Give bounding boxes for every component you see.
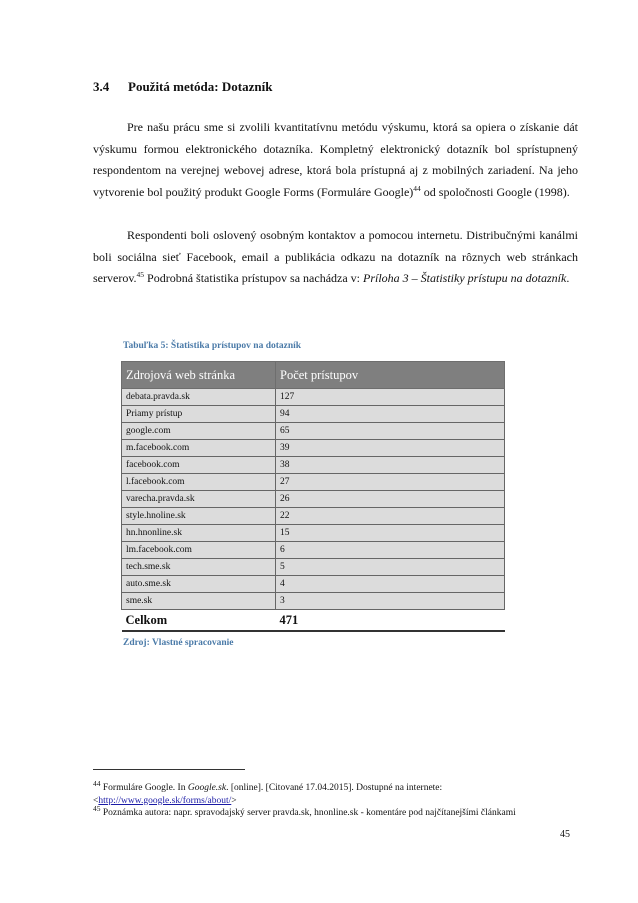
table-row [122,525,505,542]
footnote-44-italic: Google.sk [187,783,227,793]
source-cell: Priamy prístup [122,406,276,423]
page-number: 45 [560,829,570,840]
table-row [122,423,505,440]
source-cell: m.facebook.com [122,440,276,457]
footnote-44-gt: > [231,795,237,806]
paragraph-method-text-end: od spoločnosti Google (1998). [420,184,570,199]
source-cell: debata.pravda.sk [122,389,276,406]
count-cell: 26 [276,491,505,508]
table-row [122,576,505,593]
footnote-45-number: 45 [93,803,101,813]
count-cell: 39 [276,440,505,457]
table-row [122,457,505,474]
table-caption: Tabuľka 5: Štatistika prístupov na dotazník [123,341,302,351]
source-cell: tech.sme.sk [122,559,276,576]
source-cell: hn.hnonline.sk [122,525,276,542]
count-cell: 22 [276,508,505,525]
count-cell: 15 [276,525,505,542]
total-value: 471 [276,610,505,632]
source-cell: auto.sme.sk [122,576,276,593]
paragraph-method-text: Pre našu prácu sme si zvolili kvantitatívnu metódu výskumu, ktorá sa opiera o získanie dát výskumu formou elektronického dotazníka. Kompletný elektronický dotazník bol sprístupnený respondentom na verejnej webovej adrese, ktorá bola prístupná aj z mobilných zariadení. Na jeho vytvorenie bol použitý produkt Google Forms (Formuláre Google) [93,120,578,199]
source-cell: varecha.pravda.sk [122,491,276,508]
section-title: Použitá metóda: Dotazník [128,79,273,94]
table-row [122,406,505,423]
count-cell: 127 [276,389,505,406]
footnote-44-text: Formuláre Google. In [100,783,188,793]
count-cell: 4 [276,576,505,593]
footnote-45 [93,803,573,820]
table-row [122,508,505,525]
paragraph-respondents [93,225,578,290]
section-number: 3.4 [93,79,110,94]
table-row [122,542,505,559]
table-row [122,593,505,610]
count-cell: 94 [276,406,505,423]
footnote-ref-45[interactable]: 45 [136,270,145,280]
table-header-row [122,362,505,389]
paragraph-respondents-end: . [566,271,570,286]
table-row [122,440,505,457]
footnote-45-text: Poznámka autora: napr. spravodajský server pravda.sk, hnonline.sk - komentáre pod najčítanejšími článkami [100,808,516,818]
table-row [122,559,505,576]
appendix-reference: Príloha 3 – Štatistiky prístupu na dotazník [363,271,567,286]
footnote-44-number: 44 [93,778,101,788]
paragraph-respondents-text: Respondenti boli oslovený osobným kontaktov a pomocou internetu. Distribučnými kanálmi boli sociálna sieť Facebook, email a publikácia odkazu na dotazník na rôznych web stránkach serverov. [93,228,578,286]
source-cell: sme.sk [122,593,276,610]
source-cell: facebook.com [122,457,276,474]
footnote-ref-44[interactable]: 44 [413,183,421,193]
count-cell: 3 [276,593,505,610]
paragraph-respondents-text-2: Podrobná štatistika prístupov sa nachádza v: [144,271,363,286]
footnote-44-link[interactable]: http://www.google.sk/forms/about/ [98,795,232,806]
footnote-44-lt: < [93,795,99,806]
header-source: Zdrojová web stránka [122,362,276,389]
count-cell: 5 [276,559,505,576]
table-source-note: Zdroj: Vlastné spracovanie [123,638,234,648]
count-cell: 65 [276,423,505,440]
paragraph-method [93,117,578,203]
access-statistics-table [121,361,505,632]
footnote-44 [93,778,573,807]
source-cell: lm.facebook.com [122,542,276,559]
count-cell: 38 [276,457,505,474]
table-total-row [122,610,505,632]
source-cell: l.facebook.com [122,474,276,491]
section-heading [93,79,272,95]
source-cell: style.hnoline.sk [122,508,276,525]
source-cell: google.com [122,423,276,440]
footnote-separator [93,769,245,770]
total-label: Celkom [122,610,276,632]
table-row [122,474,505,491]
count-cell: 27 [276,474,505,491]
table-row [122,491,505,508]
header-count: Počet prístupov [276,362,505,389]
count-cell: 6 [276,542,505,559]
footnote-44-text-2: . [online]. [Citované 17.04.2015]. Dostupné na internete: [226,783,443,793]
table-row [122,389,505,406]
